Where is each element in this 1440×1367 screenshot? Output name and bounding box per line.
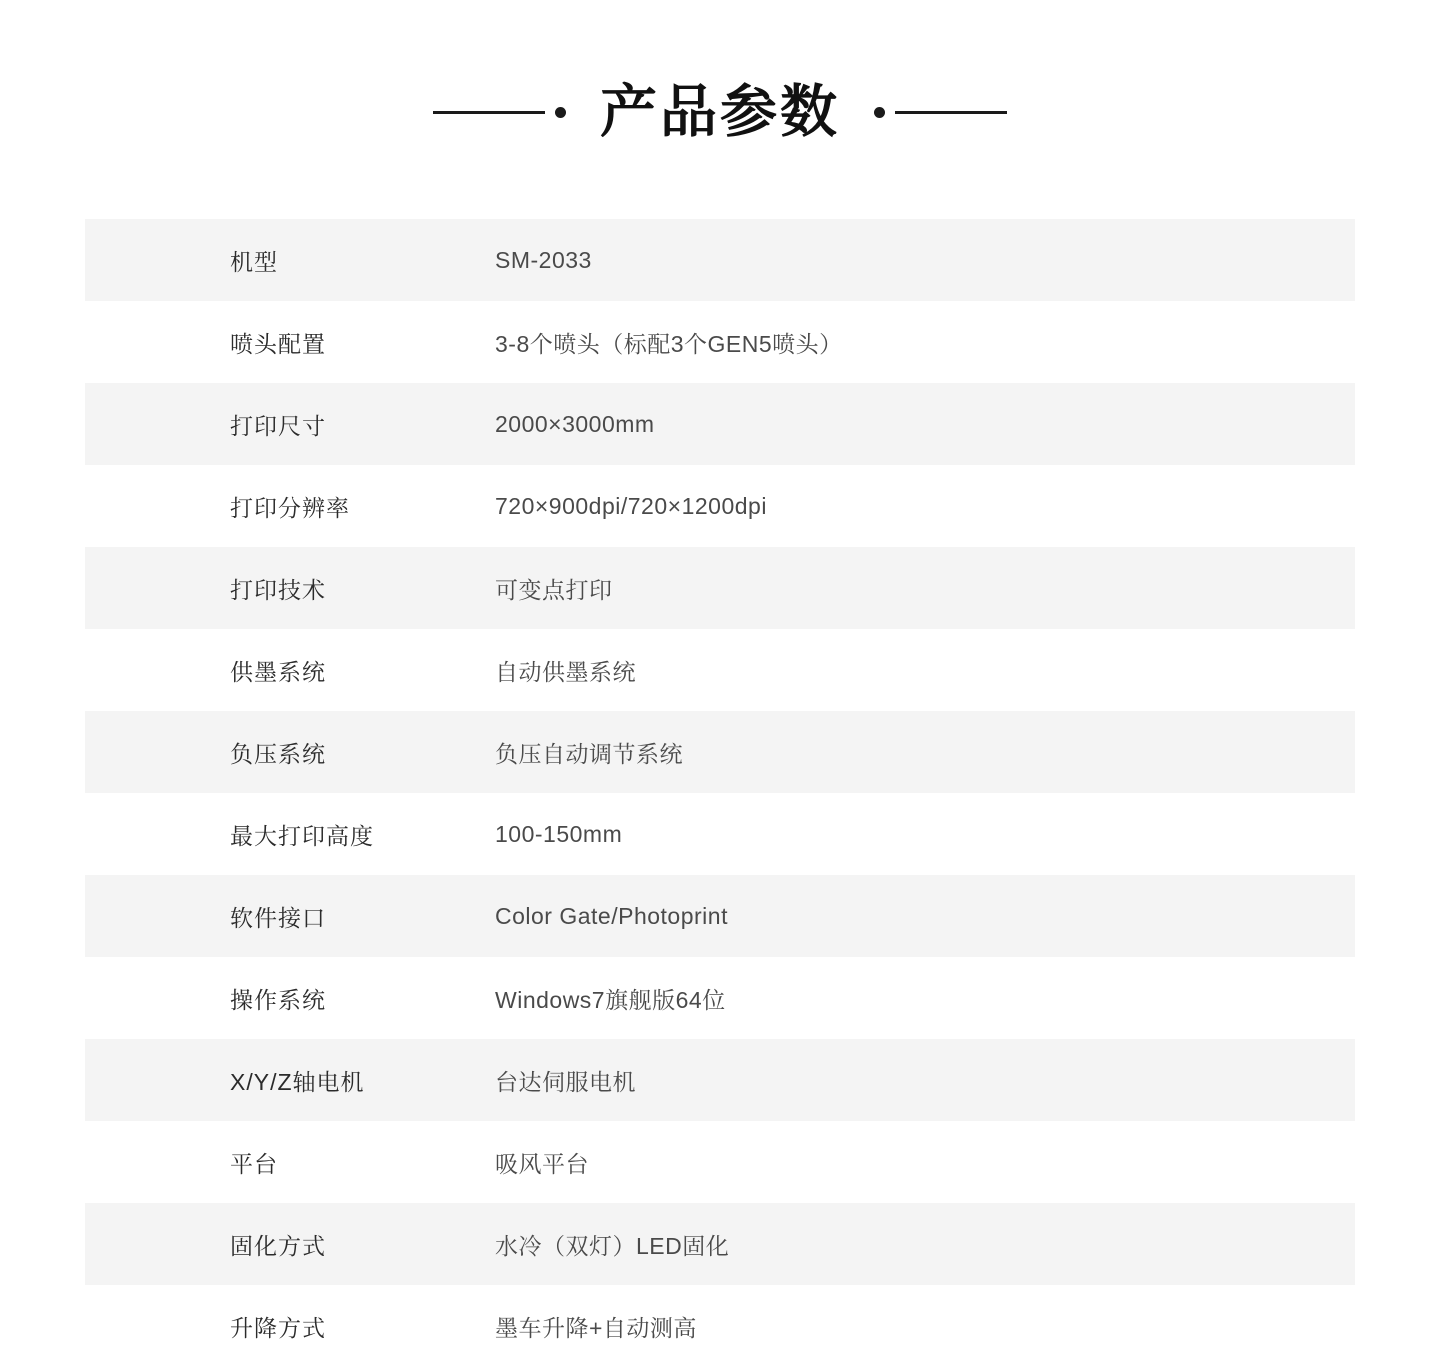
spec-table xyxy=(85,219,1355,1367)
spec-value: 100-150mm xyxy=(495,820,623,847)
spec-label: 打印技术 xyxy=(230,576,326,603)
spec-value: 3-8个喷头（标配3个GEN5喷头） xyxy=(495,330,843,357)
spec-label: 打印尺寸 xyxy=(230,412,326,439)
spec-value: 吸风平台 xyxy=(495,1150,589,1177)
spec-value: 可变点打印 xyxy=(495,576,613,603)
table-row xyxy=(85,465,1355,547)
spec-value: 负压自动调节系统 xyxy=(495,740,683,767)
table-row xyxy=(85,1285,1355,1367)
decoration-dot-icon xyxy=(555,107,566,118)
table-row xyxy=(85,301,1355,383)
header-inner xyxy=(433,46,1007,179)
spec-value: 自动供墨系统 xyxy=(495,658,636,685)
page-title: 产品参数 xyxy=(600,80,840,145)
table-row xyxy=(85,793,1355,875)
table-row xyxy=(85,957,1355,1039)
spec-value: Windows7旗舰版64位 xyxy=(495,986,726,1013)
spec-label: 最大打印高度 xyxy=(230,822,374,849)
right-decoration xyxy=(874,107,1007,118)
table-row xyxy=(85,219,1355,301)
spec-value: Color Gate/Photoprint xyxy=(495,902,728,929)
spec-label: 操作系统 xyxy=(230,986,326,1013)
spec-label: 负压系统 xyxy=(230,740,326,767)
spec-value: 720×900dpi/720×1200dpi xyxy=(495,492,767,519)
spec-label: 升降方式 xyxy=(230,1314,326,1341)
decoration-dot-icon xyxy=(874,107,885,118)
spec-value: 台达伺服电机 xyxy=(495,1068,636,1095)
table-row xyxy=(85,711,1355,793)
table-row xyxy=(85,547,1355,629)
spec-value: 墨车升降+自动测高 xyxy=(495,1314,697,1341)
spec-table-body xyxy=(85,219,1355,1367)
table-row xyxy=(85,1121,1355,1203)
spec-label: 软件接口 xyxy=(230,904,326,931)
table-row xyxy=(85,383,1355,465)
spec-value: 水冷（双灯）LED固化 xyxy=(495,1232,730,1259)
spec-label: 固化方式 xyxy=(230,1232,326,1259)
spec-label: 平台 xyxy=(230,1150,278,1177)
spec-label: X/Y/Z轴电机 xyxy=(230,1068,365,1095)
spec-label: 打印分辨率 xyxy=(230,494,350,521)
spec-value: 2000×3000mm xyxy=(495,410,655,437)
spec-value: SM-2033 xyxy=(495,246,592,273)
spec-label: 喷头配置 xyxy=(230,330,326,357)
spec-label: 供墨系统 xyxy=(230,658,326,685)
decoration-line-icon xyxy=(433,111,545,114)
table-row xyxy=(85,629,1355,711)
table-row xyxy=(85,1203,1355,1285)
left-decoration xyxy=(433,107,566,118)
table-row xyxy=(85,875,1355,957)
spec-label: 机型 xyxy=(230,248,278,275)
decoration-line-icon xyxy=(895,111,1007,114)
page-header xyxy=(0,0,1440,219)
table-row xyxy=(85,1039,1355,1121)
